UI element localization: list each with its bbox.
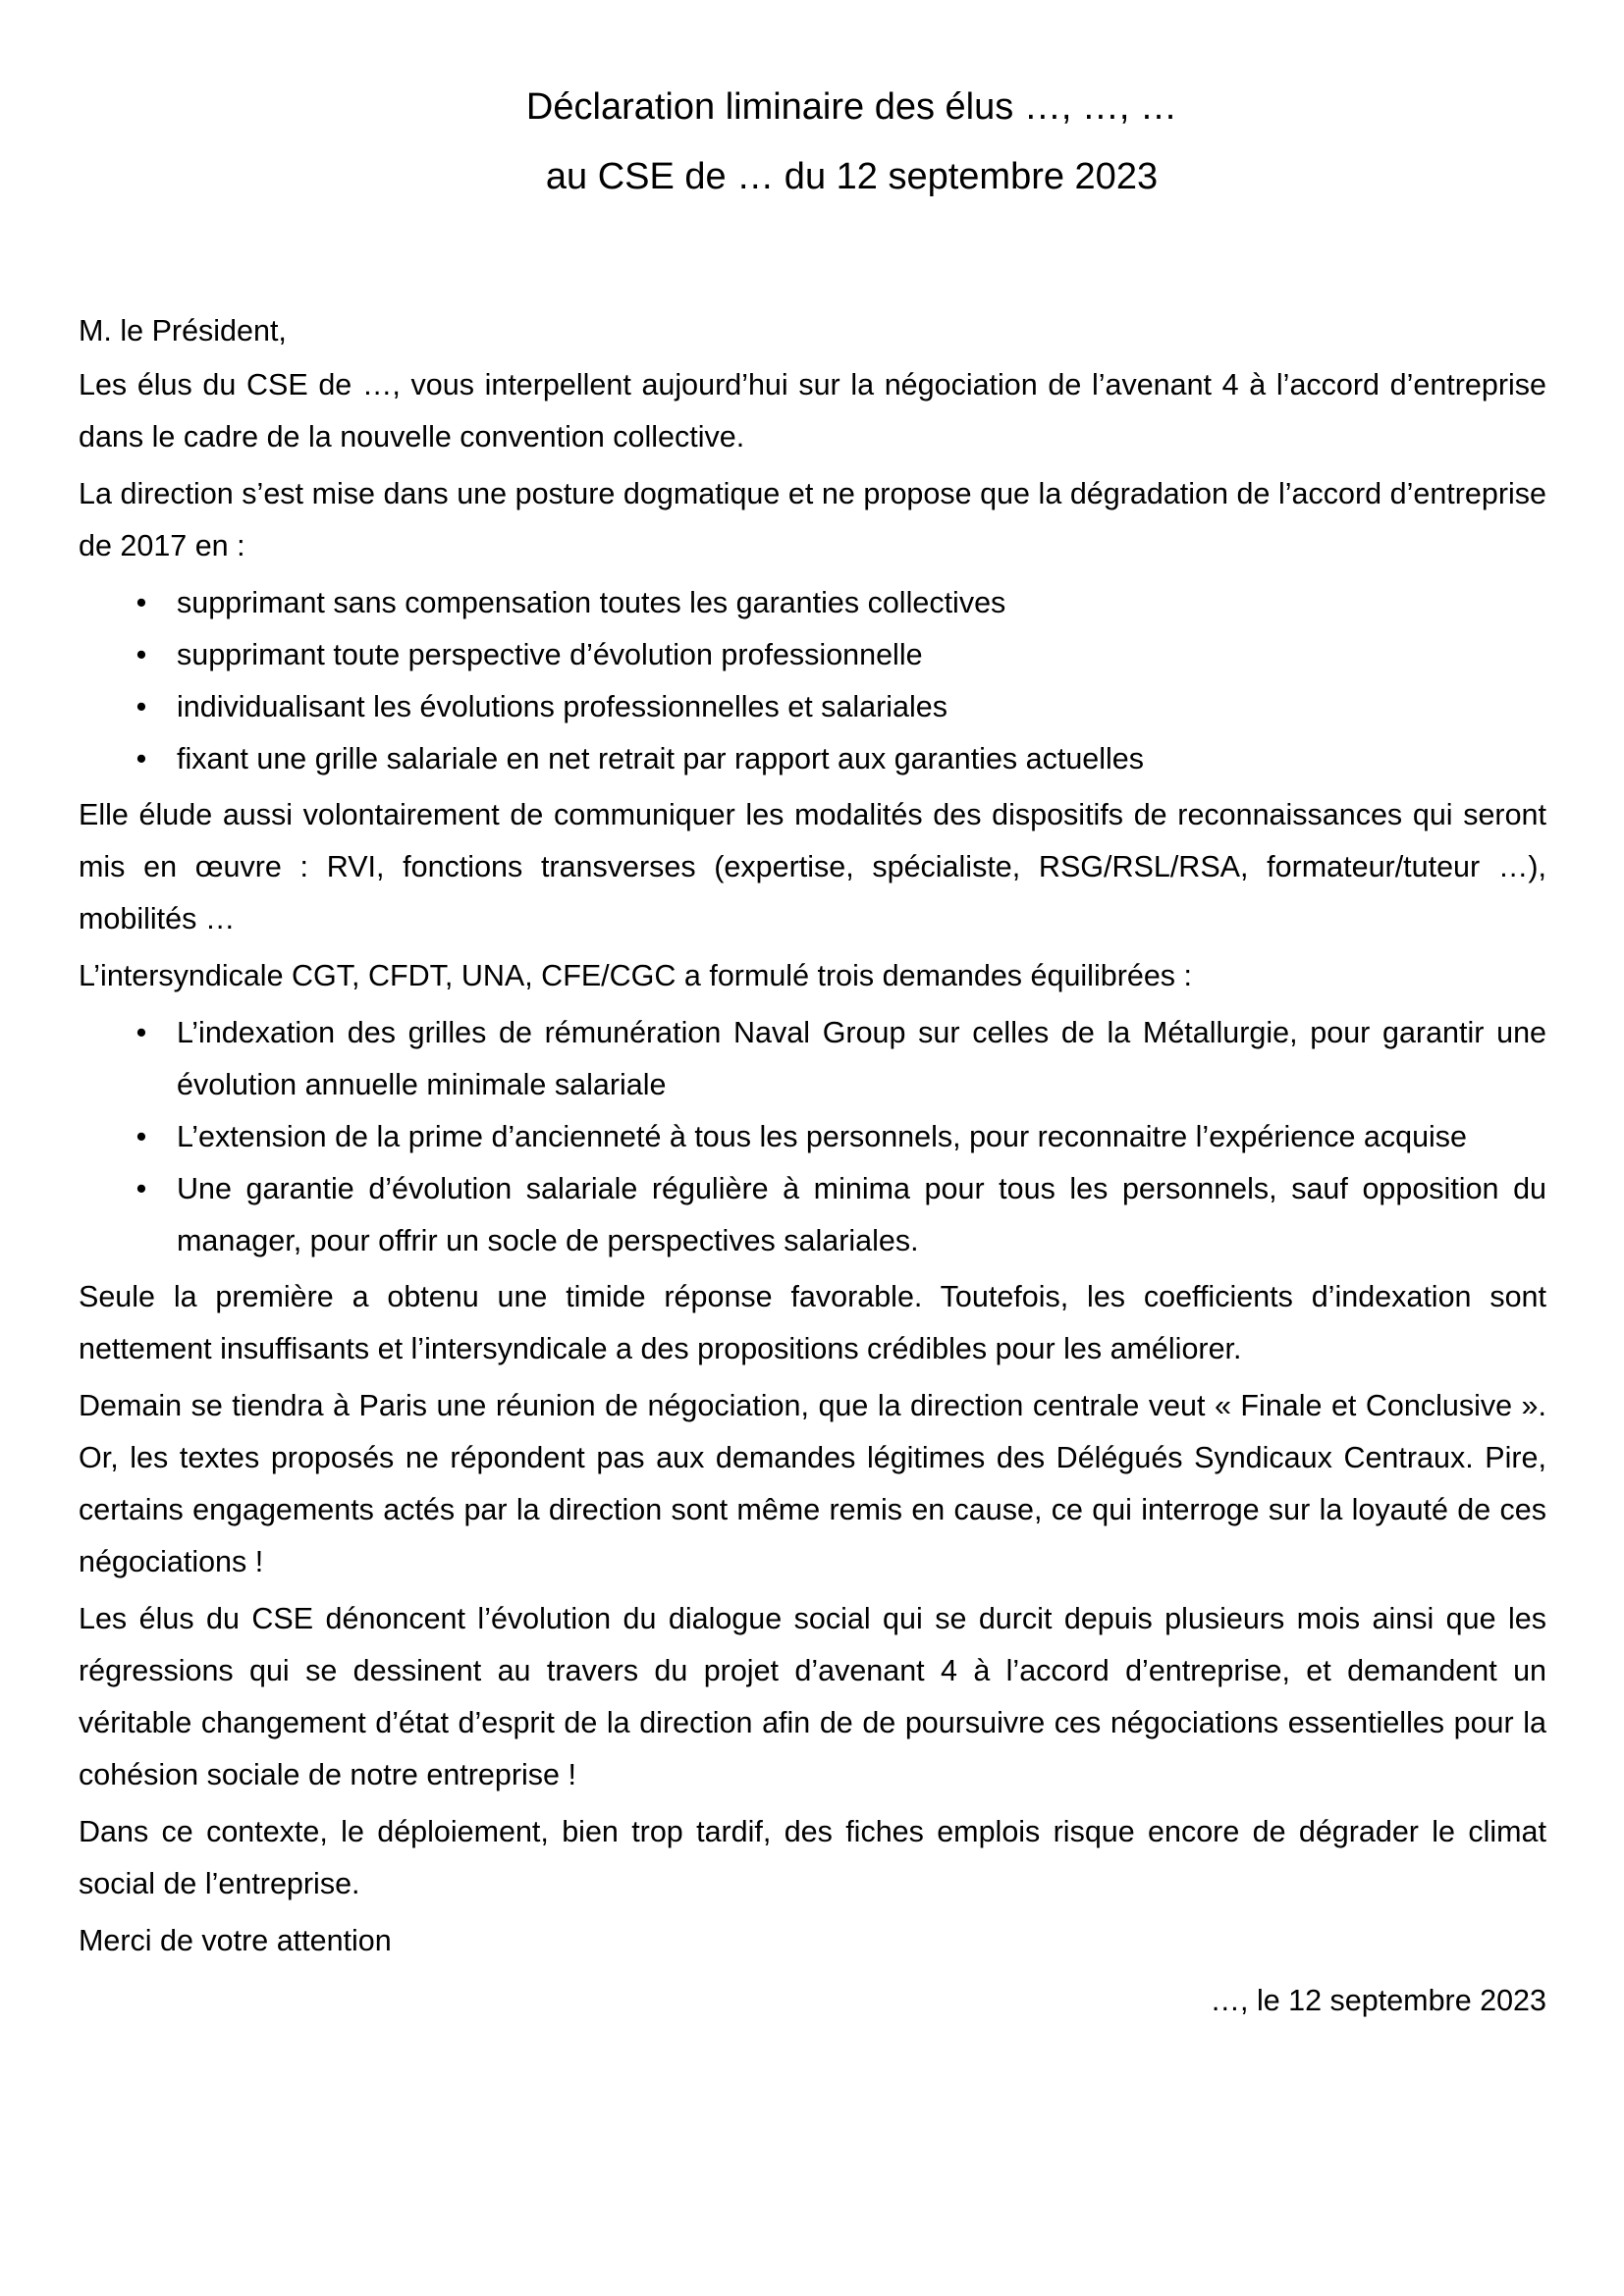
- paragraph-intersyndicale: L’intersyndicale CGT, CFDT, UNA, CFE/CGC a formulé trois demandes équilibrées :: [79, 959, 1192, 992]
- list-item: [79, 681, 1546, 733]
- paragraph-direction-posture: La direction s’est mise dans une posture dogmatique et ne propose que la dégradation de l’accord d’entreprise de 2017 en :: [79, 477, 1546, 562]
- bullet-icon: •: [135, 690, 147, 723]
- list-item: [79, 577, 1546, 629]
- bullet-icon: •: [135, 638, 147, 671]
- paragraph-denunciation: Les élus du CSE dénoncent l’évolution du dialogue social qui se durcit depuis plusieurs mois ainsi que les régressions qui se dessinent au travers du projet d’avenant 4 à l’accord d’entreprise, et demandent un véritable changement d’état d’esprit de la direction afin de de poursuivre ces négociations essentielles pour la cohésion sociale de notre entreprise !: [79, 1602, 1546, 1791]
- list-item-text: supprimant sans compensation toutes les garanties collectives: [177, 586, 1006, 619]
- list-item-text: L’indexation des grilles de rémunération Naval Group sur celles de la Métallurgie, pour garantir une évolution annuelle minimale salariale: [177, 1016, 1546, 1101]
- paragraph-intro: Les élus du CSE de …, vous interpellent aujourd’hui sur la négociation de l’avenant 4 à l’accord d’entreprise dans le cadre de la nouvelle convention collective.: [79, 368, 1546, 454]
- demands-list: [79, 1007, 1546, 1267]
- paragraph-context: Dans ce contexte, le déploiement, bien trop tardif, des fiches emplois risque encore de dégrader le climat social de l’entreprise.: [79, 1815, 1546, 1900]
- bullet-icon: •: [135, 586, 147, 619]
- bullet-icon: •: [135, 1120, 147, 1153]
- document-title: [157, 80, 1546, 203]
- list-item-text: fixant une grille salariale en net retrait par rapport aux garanties actuelles: [177, 742, 1145, 775]
- list-item: [79, 1111, 1546, 1163]
- bullet-icon: •: [135, 1016, 147, 1049]
- signature-date: …, le 12 septembre 2023: [1210, 1984, 1546, 2017]
- title-line-1: Déclaration liminaire des élus …, …, …: [525, 86, 1178, 128]
- list-item: [79, 1007, 1546, 1111]
- closing: Merci de votre attention: [79, 1924, 392, 1957]
- paragraph-recognition: Elle élude aussi volontairement de communiquer les modalités des dispositifs de reconnaissances qui seront mis en œuvre : RVI, fonctions transverses (expertise, spécialiste, RSG/RSL/RSA, formateur/tuteur …), mobilités …: [79, 798, 1546, 935]
- document-body: [79, 305, 1546, 2027]
- list-item: [79, 733, 1546, 785]
- document-page: [79, 79, 1546, 2027]
- list-item-text: L’extension de la prime d’ancienneté à tous les personnels, pour reconnaitre l’expérience acquise: [177, 1120, 1468, 1153]
- title-line-2: au CSE de … du 12 septembre 2023: [545, 156, 1159, 197]
- list-item: [79, 1163, 1546, 1267]
- bullet-icon: •: [135, 1172, 147, 1205]
- paragraph-negotiation: Demain se tiendra à Paris une réunion de négociation, que la direction centrale veut « Finale et Conclusive ». Or, les textes proposés ne répondent pas aux demandes légitimes des Délégués Syndicaux Centraux. Pire, certains engagements actés par la direction sont même remis en cause, ce qui interroge sur la loyauté de ces négociations !: [79, 1389, 1546, 1578]
- list-item-text: Une garantie d’évolution salariale régulière à minima pour tous les personnels, sauf opposition du manager, pour offrir un socle de perspectives salariales.: [177, 1172, 1546, 1257]
- salutation: M. le Président,: [79, 314, 287, 347]
- list-item: [79, 629, 1546, 681]
- list-item-text: individualisant les évolutions professionnelles et salariales: [177, 690, 947, 723]
- paragraph-response: Seule la première a obtenu une timide réponse favorable. Toutefois, les coefficients d’indexation sont nettement insuffisants et l’intersyndicale a des propositions crédibles pour les améliorer.: [79, 1280, 1546, 1365]
- list-item-text: supprimant toute perspective d’évolution professionnelle: [177, 638, 923, 671]
- degradation-list: [79, 577, 1546, 785]
- bullet-icon: •: [135, 742, 147, 775]
